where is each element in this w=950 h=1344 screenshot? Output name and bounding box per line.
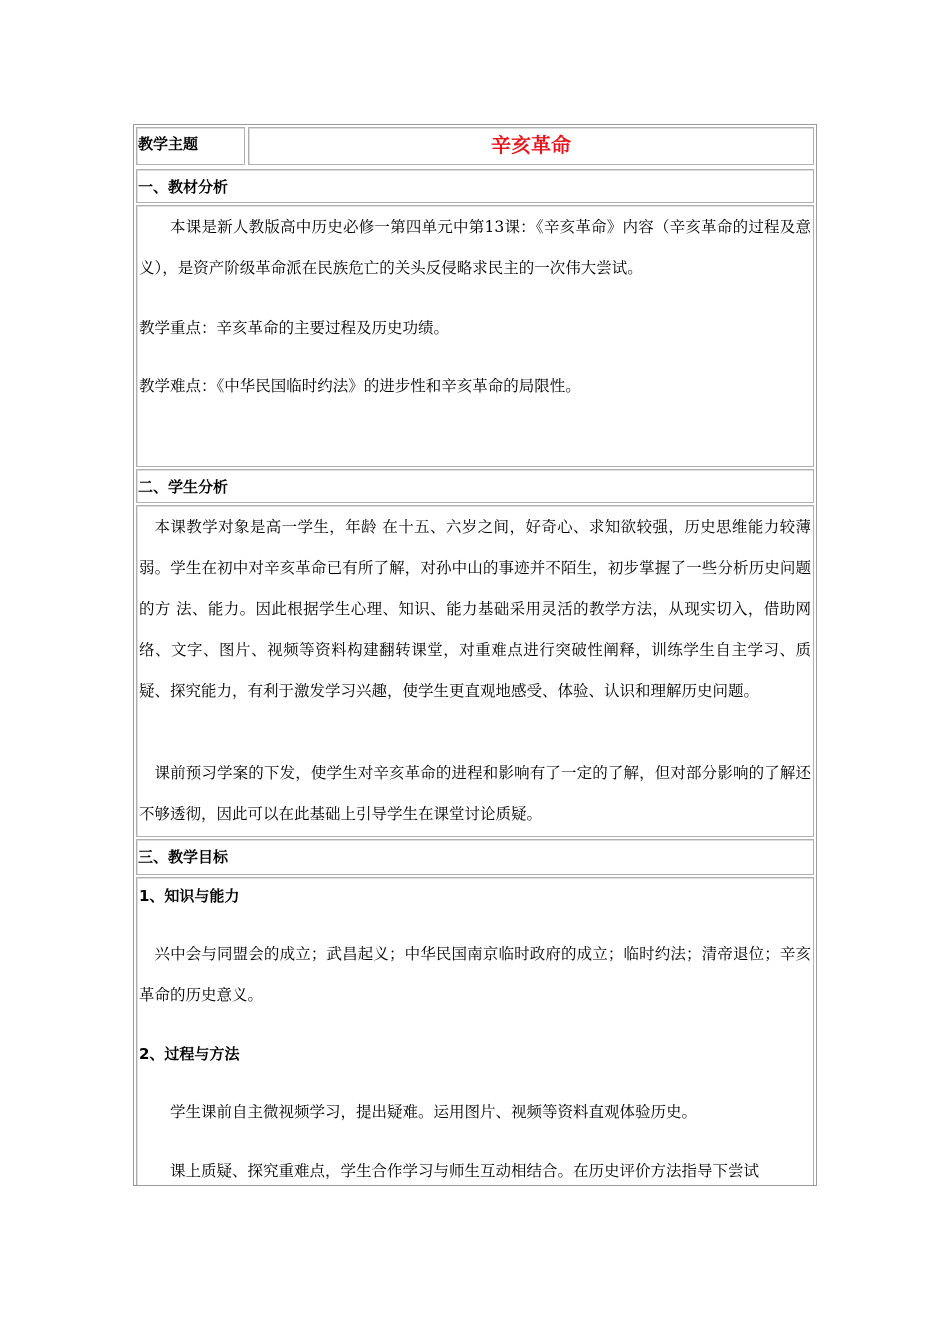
section3-sub1-heading: 1、知识与能力 (139, 887, 240, 905)
page-title: 辛亥革命 (491, 133, 571, 157)
section3-heading-row (136, 839, 814, 875)
section2-body-row (136, 505, 814, 837)
section1-key-point: 教学重点：辛亥革命的主要过程及历史功绩。 (139, 319, 450, 337)
section3-sub2-text1: 学生课前自主微视频学习，提出疑难。运用图片、视频等资料直观体验历史。 (170, 1103, 698, 1121)
section1-heading: 一、教材分析 (138, 178, 229, 196)
topic-title-cell (248, 127, 814, 165)
section2-body-cell (136, 505, 814, 837)
section3-body-cell (136, 877, 814, 1186)
topic-label: 教学主题 (138, 135, 199, 153)
section3-sub1-text: 兴中会与同盟会的成立；武昌起义；中华民国南京临时政府的成立；临时约法；清帝退位；辛亥革命的历史意义。 (139, 945, 811, 1004)
section1-difficulty: 教学难点：《中华民国临时约法》的进步性和辛亥革命的局限性。 (139, 377, 581, 395)
section2-heading-cell (136, 469, 814, 503)
section3-sub2-heading: 2、过程与方法 (139, 1045, 240, 1063)
section1-body-row (136, 205, 814, 467)
lesson-plan-table (133, 124, 817, 1186)
section2-heading: 二、学生分析 (138, 478, 229, 496)
section1-intro: 本课是新人教版高中历史必修一第四单元中第13课：《辛亥革命》内容（辛亥革命的过程及意义），是资产阶级革命派在民族危亡的关头反侵略求民主的一次伟大尝试。 (139, 218, 811, 277)
section1-heading-cell (136, 169, 814, 203)
header-row (136, 127, 814, 165)
section1-body-cell (136, 205, 814, 467)
section3-body-row (136, 877, 814, 1186)
section3-sub2-text2: 课上质疑、探究重难点，学生合作学习与师生互动相结合。在历史评价方法指导下尝试 (170, 1162, 760, 1180)
section2-para2: 课前预习学案的下发，使学生对辛亥革命的进程和影响有了一定的了解，但对部分影响的了解还不够透彻，因此可以在此基础上引导学生在课堂讨论质疑。 (139, 764, 811, 823)
section3-heading: 三、教学目标 (138, 848, 229, 866)
section2-para1: 本课教学对象是高一学生，年龄 在十五、六岁之间，好奇心、求知欲较强，历史思维能力较薄弱。学生在初中对辛亥革命已有所了解，对孙中山的事迹并不陌生，初步掌握了一些分析历史问题的方 法、能力。因此根据学生心理、知识、能力基础采用灵活的教学方法，从现实切入，借助网络、文字、图片、视频等资料构建翻转课堂，对重难点进行突破性阐释，训练学生自主学习、质疑、探究能力，有利于激发学习兴趣，使学生更直观地感受、体验、认识和理解历史问题。 (139, 518, 811, 700)
section3-heading-cell (136, 839, 814, 875)
topic-label-cell (136, 127, 245, 165)
section2-heading-row (136, 469, 814, 503)
section1-heading-row (136, 169, 814, 203)
